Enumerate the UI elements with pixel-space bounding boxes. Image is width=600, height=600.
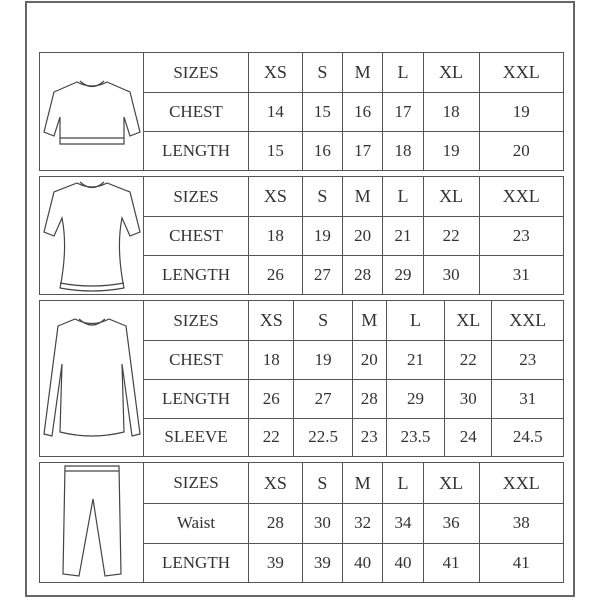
table-cell: 29 — [383, 256, 423, 294]
table-cell: 28 — [249, 504, 303, 544]
row-label: SIZES — [144, 53, 249, 93]
pants-table — [144, 463, 563, 582]
crop-top-icon — [40, 53, 144, 170]
size-table-crop-top — [39, 52, 564, 171]
row-label: SIZES — [144, 463, 249, 504]
table-cell: L — [386, 301, 444, 341]
table-cell: XS — [249, 301, 294, 341]
row-label: CHEST — [144, 341, 249, 380]
table-cell: 27 — [294, 379, 352, 418]
table-cell: 17 — [343, 132, 383, 170]
table-cell: 15 — [302, 93, 342, 132]
table-cell: 18 — [249, 217, 303, 256]
table-cell: 22 — [249, 418, 294, 456]
table-cell: L — [383, 177, 423, 217]
table-row — [144, 379, 563, 418]
table-cell: 22 — [423, 217, 479, 256]
table-cell: 39 — [302, 543, 342, 582]
table-cell: 31 — [492, 379, 563, 418]
table-cell: S — [302, 463, 342, 504]
table-cell: 21 — [386, 341, 444, 380]
table-cell: 19 — [294, 341, 352, 380]
table-cell: 30 — [423, 256, 479, 294]
table-row — [144, 217, 563, 256]
table-cell: 18 — [423, 93, 479, 132]
row-label: SLEEVE — [144, 418, 249, 456]
table-cell: 19 — [302, 217, 342, 256]
table-row — [144, 543, 563, 582]
table-cell: 40 — [383, 543, 423, 582]
table-row — [144, 418, 563, 456]
table-cell: 22.5 — [294, 418, 352, 456]
table-cell: 41 — [423, 543, 479, 582]
table-cell: M — [343, 177, 383, 217]
table-cell: 18 — [249, 341, 294, 380]
table-cell: 24 — [445, 418, 492, 456]
table-cell: 18 — [383, 132, 423, 170]
row-label: SIZES — [144, 177, 249, 217]
row-label: Waist — [144, 504, 249, 544]
table-cell: 27 — [302, 256, 342, 294]
table-cell: 19 — [423, 132, 479, 170]
table-row — [144, 504, 563, 544]
table-cell: XXL — [479, 177, 563, 217]
table-cell: XXL — [492, 301, 563, 341]
table-cell: 41 — [479, 543, 563, 582]
table-cell: XXL — [479, 53, 563, 93]
table-cell: 38 — [479, 504, 563, 544]
table-cell: 39 — [249, 543, 303, 582]
table-cell: XS — [249, 53, 303, 93]
table-cell: 23 — [479, 217, 563, 256]
table-cell: 26 — [249, 256, 303, 294]
size-table-long-sleeve-tee — [39, 300, 564, 457]
table-row — [144, 177, 563, 217]
table-cell: S — [302, 53, 342, 93]
table-cell: 23 — [492, 341, 563, 380]
long-sleeve-shirt-icon — [40, 301, 144, 456]
row-label: LENGTH — [144, 543, 249, 582]
table-row — [144, 341, 563, 380]
table-cell: 15 — [249, 132, 303, 170]
table-cell: L — [383, 463, 423, 504]
table-cell: 36 — [423, 504, 479, 544]
table-cell: 30 — [302, 504, 342, 544]
table-cell: 16 — [343, 93, 383, 132]
table-cell: XXL — [479, 463, 563, 504]
table-row — [144, 301, 563, 341]
table-cell: 26 — [249, 379, 294, 418]
table-cell: 24.5 — [492, 418, 563, 456]
table-cell: XS — [249, 177, 303, 217]
table-cell: M — [352, 301, 386, 341]
table-cell: S — [294, 301, 352, 341]
table-cell: 29 — [386, 379, 444, 418]
long-sleeve-tee-table — [144, 301, 563, 456]
table-row — [144, 93, 563, 132]
table-cell: 20 — [479, 132, 563, 170]
table-row — [144, 463, 563, 504]
table-cell: 28 — [343, 256, 383, 294]
table-cell: XL — [423, 53, 479, 93]
table-cell: 40 — [343, 543, 383, 582]
table-cell: L — [383, 53, 423, 93]
table-cell: 14 — [249, 93, 303, 132]
table-cell: 20 — [343, 217, 383, 256]
table-cell: XL — [445, 301, 492, 341]
table-cell: 34 — [383, 504, 423, 544]
table-cell: 16 — [302, 132, 342, 170]
crop-top-table — [144, 53, 563, 170]
table-cell: 17 — [383, 93, 423, 132]
t-shirt-icon — [40, 177, 144, 294]
row-label: CHEST — [144, 217, 249, 256]
table-cell: 22 — [445, 341, 492, 380]
pants-icon — [40, 463, 144, 582]
table-cell: 31 — [479, 256, 563, 294]
table-cell: 28 — [352, 379, 386, 418]
table-cell: 32 — [343, 504, 383, 544]
table-cell: 23 — [352, 418, 386, 456]
row-label: LENGTH — [144, 379, 249, 418]
table-cell: XL — [423, 463, 479, 504]
table-row — [144, 53, 563, 93]
table-cell: XS — [249, 463, 303, 504]
table-cell: M — [343, 463, 383, 504]
table-row — [144, 256, 563, 294]
size-table-pants — [39, 462, 564, 583]
row-label: SIZES — [144, 301, 249, 341]
short-sleeve-tee-table — [144, 177, 563, 294]
table-cell: 21 — [383, 217, 423, 256]
size-table-short-sleeve-tee — [39, 176, 564, 295]
table-cell: 19 — [479, 93, 563, 132]
row-label: LENGTH — [144, 132, 249, 170]
table-cell: XL — [423, 177, 479, 217]
row-label: LENGTH — [144, 256, 249, 294]
table-cell: M — [343, 53, 383, 93]
row-label: CHEST — [144, 93, 249, 132]
table-cell: S — [302, 177, 342, 217]
table-cell: 30 — [445, 379, 492, 418]
table-row — [144, 132, 563, 170]
table-cell: 23.5 — [386, 418, 444, 456]
table-cell: 20 — [352, 341, 386, 380]
